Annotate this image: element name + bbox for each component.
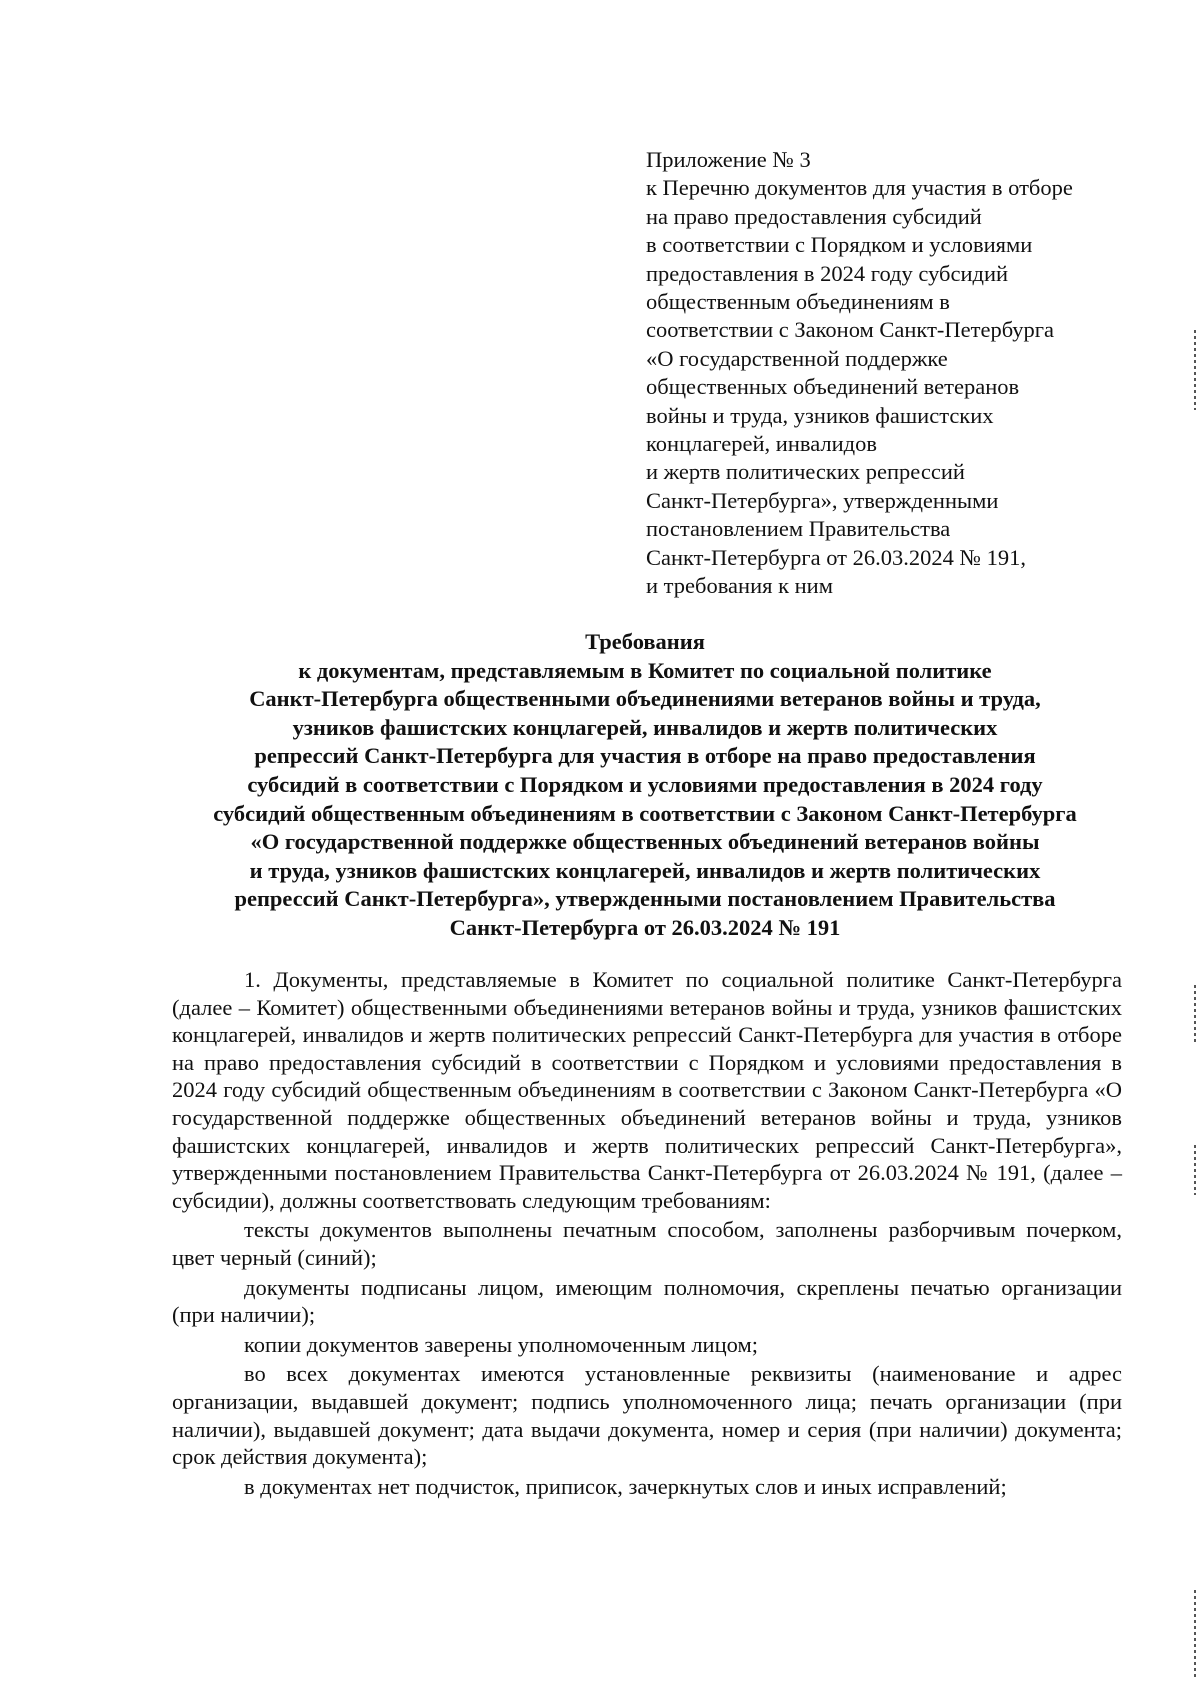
title-line: Санкт-Петербурга общественными объединениями ветеранов войны и труда, (249, 686, 1041, 712)
document-title (150, 628, 1140, 943)
title-line: субсидий общественным объединениям в соответствии с Законом Санкт-Петербурга (213, 800, 1077, 826)
appendix-line: на право предоставления субсидий (646, 203, 982, 229)
appendix-line: войны и труда, узников фашистских (646, 402, 994, 428)
title-line: репрессий Санкт-Петербурга для участия в отборе на право предоставления (254, 743, 1036, 769)
body-paragraph: копии документов заверены уполномоченным лицом; (244, 1331, 758, 1357)
title-heading: Требования (585, 629, 705, 654)
title-line: субсидий в соответствии с Порядком и условиями предоставления в 2024 году (247, 771, 1043, 797)
appendix-line: концлагерей, инвалидов (646, 431, 877, 457)
scan-edge-mark (1194, 1590, 1196, 1680)
appendix-line: Санкт-Петербурга», утвержденными (646, 487, 999, 513)
scan-edge-mark (1194, 1145, 1196, 1195)
appendix-line: общественных объединений ветеранов (646, 374, 1020, 400)
appendix-line: соответствии с Законом Санкт-Петербурга (646, 317, 1054, 343)
appendix-line: Санкт-Петербурга от 26.03.2024 № 191, (646, 544, 1026, 570)
body-paragraph: в документах нет подчисток, приписок, зачеркнутых слов и иных исправлений; (244, 1473, 1007, 1499)
appendix-header (646, 146, 1146, 601)
appendix-line: к Перечню документов для участия в отборе (646, 175, 1073, 201)
document-body (172, 966, 1122, 1500)
appendix-line: постановлением Правительства (646, 516, 951, 542)
appendix-line: в соответствии с Порядком и условиями (646, 232, 1033, 258)
appendix-line: общественным объединениям в (646, 289, 950, 315)
body-paragraph: документы подписаны лицом, имеющим полномочия, скреплены печатью организации (при наличии); (172, 1274, 1122, 1328)
appendix-line: предоставления в 2024 году субсидий (646, 260, 1009, 286)
appendix-line: и жертв политических репрессий (646, 459, 965, 485)
body-paragraph: 1. Документы, представляемые в Комитет по социальной политике Санкт-Петербурга (далее – Комитет) общественными объединениями ветеранов войны и труда, узников фашистских концлагерей, инвалидов и жертв политических репрессий Санкт-Петербурга для участия в отборе на право предоставления субсидий в соответствии с Порядком и условиями предоставления в 2024 году субсидий общественным объединениям в соответствии с Законом Санкт-Петербурга «О государственной поддержке общественных объединений ветеранов войны и труда, узников фашистских концлагерей, инвалидов и жертв политических репрессий Санкт-Петербурга», утвержденными постановлением Правительства Санкт-Петербурга от 26.03.2024 № 191, (далее – субсидии), должны соответствовать следующим требованиям: (172, 967, 1122, 1213)
title-line: и труда, узников фашистских концлагерей, инвалидов и жертв политических (249, 857, 1041, 883)
body-paragraph: во всех документах имеются установленные реквизиты (наименование и адрес организации, выдавшей документ; подпись уполномоченного лица; печать организации (при наличии), выдавшей документ; дата выдачи документа, номер и серия (при наличии) документа; срок действия документа); (172, 1361, 1122, 1470)
scan-edge-mark (1194, 985, 1196, 1045)
title-line: узников фашистских концлагерей, инвалидов и жертв политических (292, 714, 998, 740)
body-paragraph: тексты документов выполнены печатным способом, заполнены разборчивым почерком, цвет черный (синий); (172, 1217, 1122, 1270)
appendix-line: «О государственной поддержке (646, 345, 948, 371)
title-line: репрессий Санкт-Петербурга», утвержденными постановлением Правительства (234, 886, 1056, 912)
title-line: «О государственной поддержке общественных объединений ветеранов войны (250, 829, 1040, 855)
title-line: к документам, представляемым в Комитет по социальной политике (298, 657, 992, 683)
appendix-line: и требования к ним (646, 573, 833, 599)
title-line: Санкт-Петербурга от 26.03.2024 № 191 (449, 914, 841, 940)
scan-edge-mark (1194, 330, 1196, 410)
appendix-line: Приложение № 3 (646, 147, 811, 172)
